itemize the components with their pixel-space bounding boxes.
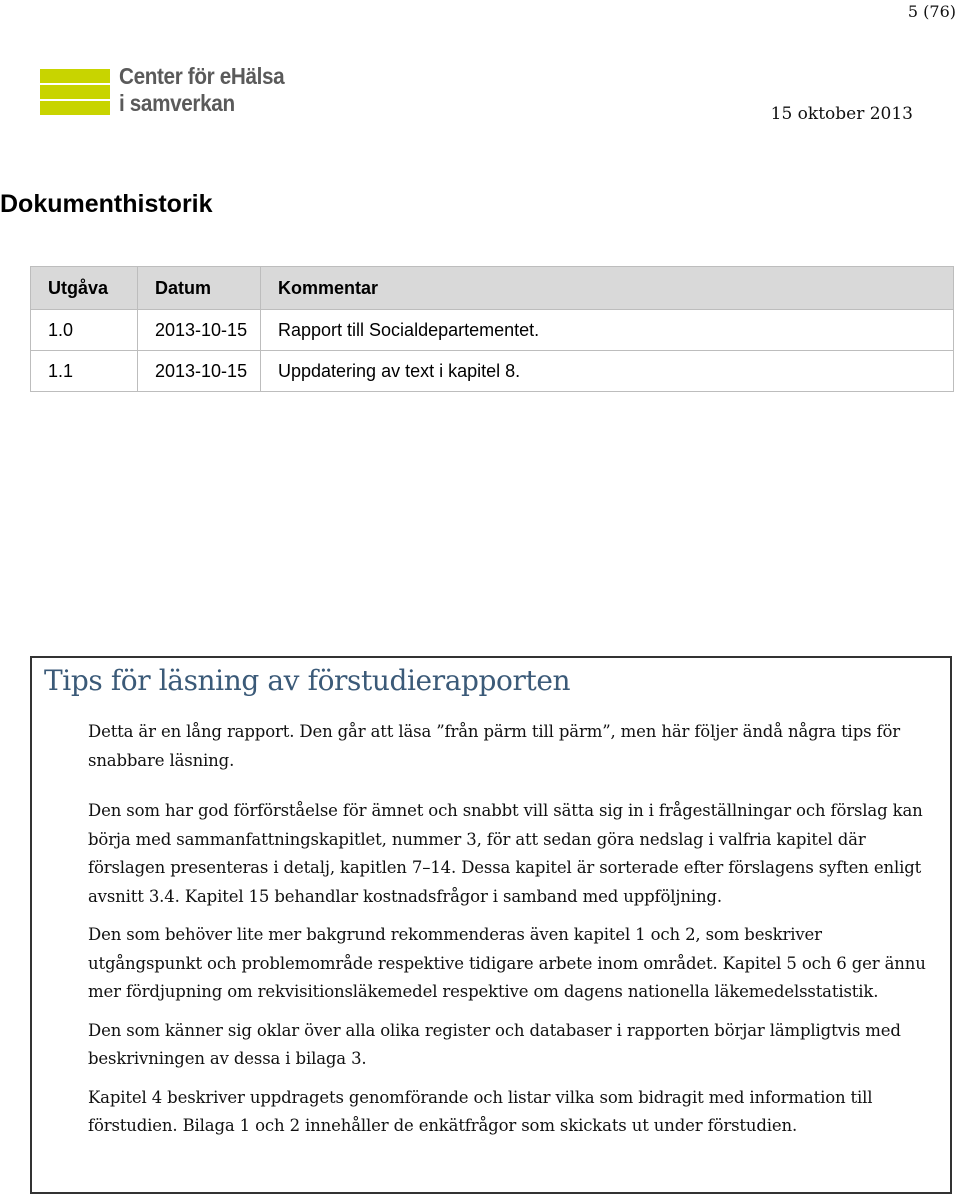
tips-paragraph: Den som behöver lite mer bakgrund rekommenderas även kapitel 1 och 2, som beskriver utgångspunkt och problemområde respektive tidigare arbete inom området. Kapitel 5 och 6 ger ännu mer fördjupning om rekvisitionsläkemedel respektive om dagens nationella läkemedelsstatistik. [88, 925, 926, 1001]
logo-text [119, 63, 284, 117]
logo-mark [40, 68, 110, 114]
cell-edition: 1.0 [31, 310, 138, 351]
cell-date: 2013-10-15 [138, 310, 261, 351]
cell-edition: 1.1 [31, 351, 138, 392]
table-row [31, 351, 954, 392]
tips-paragraph: Den som känner sig oklar över alla olika register och databaser i rapporten börjar lämpligtvis med beskrivningen av dessa i bilaga 3. [88, 1020, 901, 1068]
column-header-date: Datum [138, 267, 261, 310]
table-row [31, 310, 954, 351]
page-number: 5 (76) [907, 2, 956, 21]
tips-paragraph: Detta är en lång rapport. Den går att läsa ”från pärm till pärm”, men här följer ändå några tips för snabbare läsning. [88, 722, 900, 770]
logo-text-line2: i samverkan [119, 90, 235, 116]
cell-comment: Rapport till Socialdepartementet. [261, 310, 954, 351]
document-history-table [30, 266, 954, 392]
document-date: 15 oktober 2013 [770, 104, 913, 124]
reading-tips-body [88, 718, 934, 1151]
cell-date: 2013-10-15 [138, 351, 261, 392]
reading-tips-box [30, 656, 952, 1194]
organization-logo [40, 63, 320, 120]
logo-bar-middle [40, 85, 110, 99]
column-header-comment: Kommentar [261, 267, 954, 310]
cell-comment: Uppdatering av text i kapitel 8. [261, 351, 954, 392]
logo-bar-top [40, 69, 110, 83]
tips-paragraph: Den som har god förförståelse för ämnet och snabbt vill sätta sig in i frågeställningar och förslag kan börja med sammanfattningskapitlet, nummer 3, för att sedan göra nedslag i valfria kapitel där förslagen presenteras i detalj, kapitlen 7–14. Dessa kapitel är sorterade efter förslagens syften enligt avsnitt 3.4. Kapitel 15 behandlar kostnadsfrågor i samband med uppföljning. [88, 801, 923, 906]
tips-paragraph: Kapitel 4 beskriver uppdragets genomförande och listar vilka som bidragit med information till förstudien. Bilaga 1 och 2 innehåller de enkätfrågor som skickats ut under förstudien. [88, 1087, 873, 1135]
reading-tips-title: Tips för läsning av förstudierapporten [44, 664, 571, 697]
document-history-title: Dokumenthistorik [0, 190, 213, 218]
logo-bar-bottom [40, 101, 110, 115]
table-header-row [31, 267, 954, 310]
logo-text-line1: Center för eHälsa [119, 63, 285, 89]
column-header-edition: Utgåva [31, 267, 138, 310]
